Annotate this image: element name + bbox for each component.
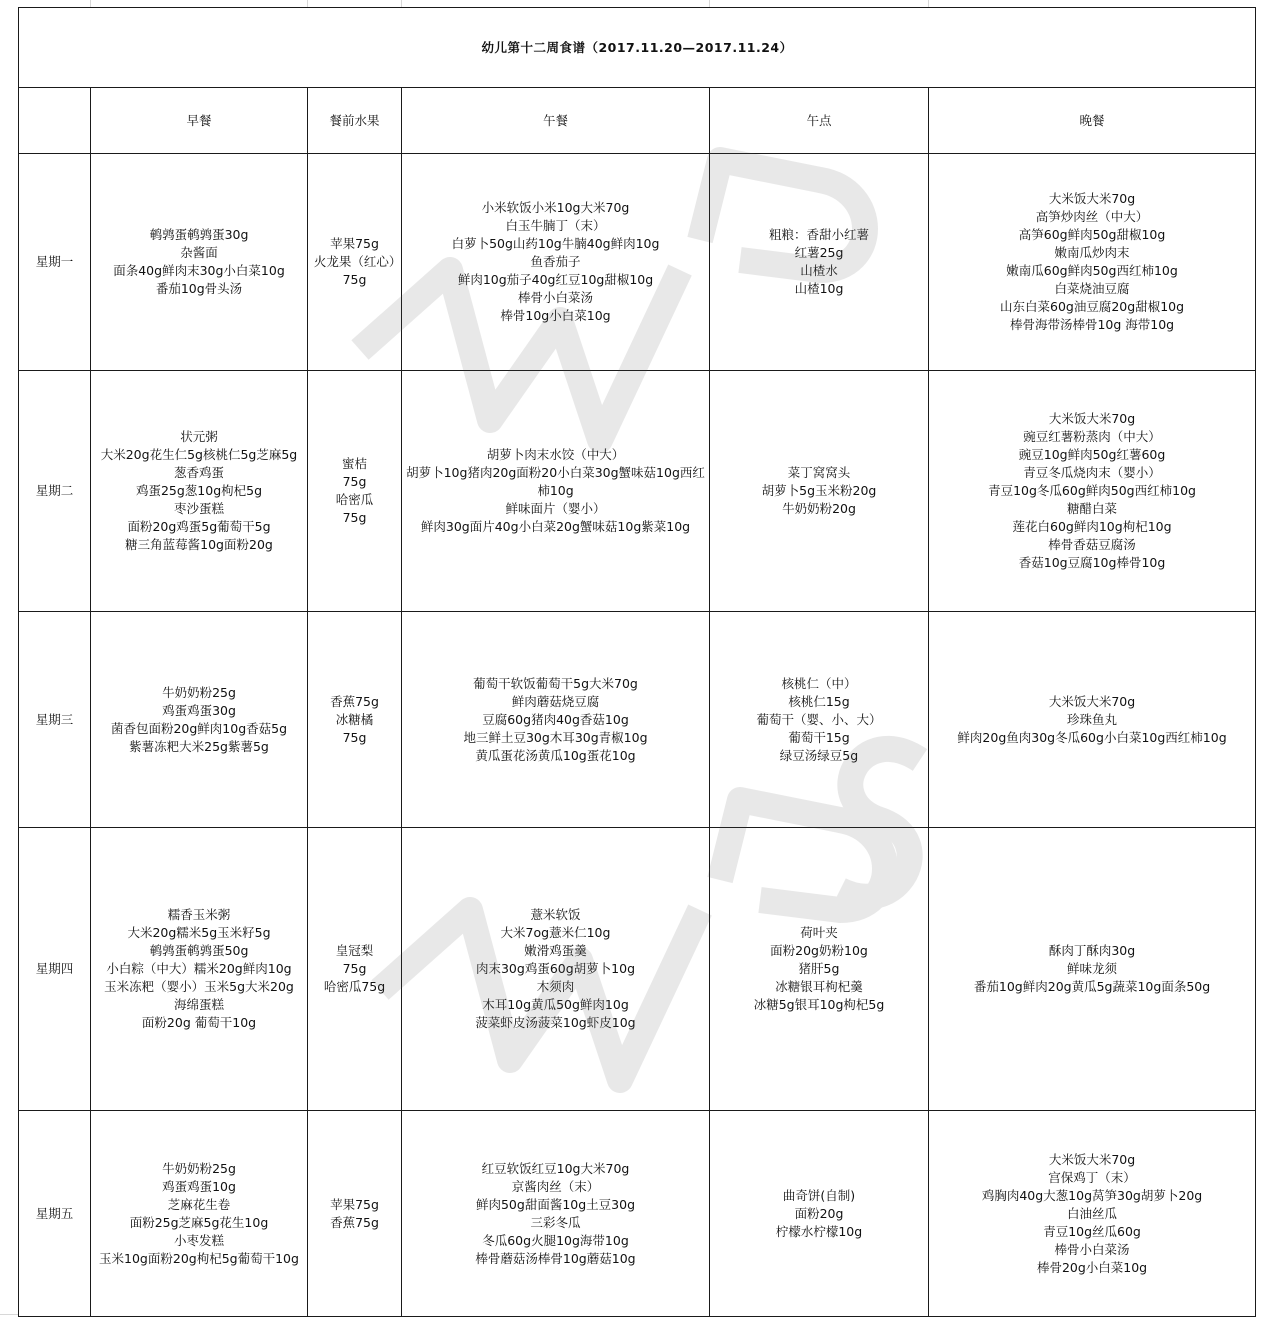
menu-line: 胡萝卜肉末水饺（中大） bbox=[486, 447, 625, 462]
breakfast-cell bbox=[91, 154, 308, 371]
menu-line: 面条40g鲜肉末30g小白菜10g bbox=[113, 263, 285, 278]
menu-line: 棒骨香菇豆腐汤 bbox=[1048, 537, 1136, 552]
menu-line: 豌豆10g鲜肉50g红薯60g bbox=[1018, 447, 1166, 462]
menu-line: 玉米冻粑（婴小）玉米5g大米20g bbox=[104, 979, 294, 994]
menu-line: 香蕉75g bbox=[330, 1214, 379, 1230]
menu-line: 京酱肉丝（末） bbox=[511, 1178, 600, 1194]
menu-line: 粗粮：香甜小红薯 bbox=[768, 227, 869, 242]
menu-line: 白菜烧油豆腐 bbox=[1054, 281, 1130, 296]
menu-line: 猪肝5g bbox=[798, 961, 840, 976]
menu-line: 糖醋白菜 bbox=[1067, 501, 1118, 516]
menu-title: 幼儿第十二周食谱（2017.11.20—2017.11.24） bbox=[19, 8, 1256, 88]
dinner-cell bbox=[929, 371, 1256, 612]
menu-line: 冰糖5g银耳10g枸杞5g bbox=[753, 997, 885, 1012]
menu-line: 三彩冬瓜 bbox=[530, 1214, 581, 1230]
menu-line: 山楂水 bbox=[800, 263, 838, 278]
lunch-cell bbox=[402, 828, 710, 1111]
menu-line: 小米软饭小米10g大米70g bbox=[481, 200, 630, 215]
menu-line: 鲜味龙须 bbox=[1067, 961, 1118, 976]
menu-line: 紫薯冻粑大米25g紫薯5g bbox=[129, 738, 269, 754]
menu-line: 鲜肉蘑菇烧豆腐 bbox=[511, 693, 600, 709]
menu-line: 糖三角蓝莓酱10g面粉20g bbox=[125, 537, 273, 552]
menu-line: 木耳10g黄瓜50g鲜肉10g bbox=[482, 997, 629, 1012]
dinner-cell bbox=[929, 828, 1256, 1111]
menu-line: 苹果75g bbox=[330, 236, 379, 251]
menu-line: 白油丝瓜 bbox=[1067, 1205, 1118, 1221]
menu-line: 鱼香茄子 bbox=[530, 254, 581, 269]
menu-line: 鲜味面片（婴小） bbox=[505, 501, 606, 516]
day-label: 星期二 bbox=[19, 371, 91, 612]
menu-line: 菜丁窝窝头 bbox=[787, 465, 851, 480]
menu-line: 鸡蛋鸡蛋10g bbox=[162, 1178, 236, 1194]
header-cell-fruit: 餐前水果 bbox=[308, 88, 402, 154]
fruit-cell bbox=[308, 612, 402, 828]
lunch-cell bbox=[402, 1111, 710, 1317]
menu-line: 青豆10g冬瓜60g鲜肉50g西红柿10g bbox=[988, 483, 1196, 498]
day-label: 星期一 bbox=[19, 154, 91, 371]
menu-line: 大米20g花生仁5g核桃仁5g芝麻5g bbox=[100, 447, 298, 462]
menu-line: 胡萝卜10g猪肉20g面粉20小白菜30g蟹味菇10g西红柿10g bbox=[406, 465, 705, 498]
menu-line: 曲奇饼(自制) bbox=[782, 1187, 856, 1203]
menu-line: 鸡胸肉40g大葱10g莴笋30g胡萝卜20g bbox=[981, 1187, 1203, 1203]
header-cell-lunch: 午餐 bbox=[402, 88, 710, 154]
menu-line: 大米饭大米70g bbox=[1048, 693, 1136, 709]
lunch-cell bbox=[402, 371, 710, 612]
menu-line: 大米饭大米70g bbox=[1048, 1151, 1136, 1167]
snack-cell bbox=[710, 154, 929, 371]
menu-line: 棒骨海带汤棒骨10g 海带10g bbox=[1009, 317, 1175, 332]
fruit-cell bbox=[308, 1111, 402, 1317]
menu-line: 鲜肉50g甜面酱10g土豆30g bbox=[475, 1196, 636, 1212]
menu-line: 肉末30g鸡蛋60g胡萝卜10g bbox=[475, 961, 636, 976]
header-row bbox=[19, 88, 1256, 154]
header-cell-snack: 午点 bbox=[710, 88, 929, 154]
menu-line: 白萝卜50g山药10g牛腩40g鲜肉10g bbox=[451, 236, 660, 251]
menu-line: 面粉20g bbox=[794, 1205, 844, 1221]
snack-cell bbox=[710, 371, 929, 612]
menu-line: 木须肉 bbox=[536, 979, 575, 994]
menu-line: 鲜肉30g面片40g小白菜20g蟹味菇10g紫菜10g bbox=[420, 519, 691, 534]
menu-line: 火龙果（红心）75g bbox=[313, 254, 396, 287]
menu-line: 棒骨小白菜汤 bbox=[1054, 1241, 1130, 1257]
menu-line: 冬瓜60g火腿10g海带10g bbox=[482, 1232, 629, 1248]
menu-line: 鸡蛋25g葱10g枸杞5g bbox=[135, 483, 263, 498]
fruit-cell bbox=[308, 154, 402, 371]
table-row bbox=[19, 154, 1256, 371]
snack-cell bbox=[710, 1111, 929, 1317]
menu-line: 杂酱面 bbox=[180, 245, 218, 260]
menu-line: 棒骨蘑菇汤棒骨10g蘑菇10g bbox=[475, 1250, 636, 1266]
menu-line: 哈密瓜75g bbox=[323, 979, 386, 994]
menu-line: 牛奶奶粉25g bbox=[162, 684, 236, 700]
menu-line: 大米饭大米70g bbox=[1048, 411, 1136, 426]
menu-line: 鲜肉10g茄子40g红豆10g甜椒10g bbox=[457, 272, 654, 287]
menu-line: 75g bbox=[342, 729, 367, 745]
menu-line: 高笋60g鲜肉50g甜椒10g bbox=[1018, 227, 1166, 242]
table-row bbox=[19, 612, 1256, 828]
menu-line: 葡萄干（婴、小、大） bbox=[756, 711, 882, 727]
menu-line: 地三鲜土豆30g木耳30g青椒10g bbox=[463, 729, 648, 745]
menu-line: 面粉25g芝麻5g花生10g bbox=[129, 1214, 269, 1230]
menu-line: 山东白菜60g油豆腐20g甜椒10g bbox=[1000, 299, 1185, 314]
menu-line: 冰糖橘 bbox=[335, 711, 374, 727]
header-cell-corner bbox=[19, 88, 91, 154]
menu-line: 糯香玉米粥 bbox=[167, 907, 231, 922]
header-cell-breakfast: 早餐 bbox=[91, 88, 308, 154]
menu-line: 胡萝卜5g玉米粉20g bbox=[761, 483, 877, 498]
menu-line: 葡萄干15g bbox=[788, 729, 850, 745]
dinner-cell bbox=[929, 154, 1256, 371]
title-row bbox=[19, 8, 1256, 88]
menu-line: 菠菜虾皮汤菠菜10g虾皮10g bbox=[475, 1015, 636, 1030]
menu-line: 莲花白60g鲜肉10g枸杞10g bbox=[1012, 519, 1172, 534]
menu-line: 鹌鹑蛋鹌鹑蛋30g bbox=[149, 227, 249, 242]
lunch-cell bbox=[402, 154, 710, 371]
menu-line: 红豆软饭红豆10g大米70g bbox=[481, 1160, 630, 1176]
menu-line: 状元粥 bbox=[180, 429, 218, 444]
menu-line: 山楂10g bbox=[794, 281, 844, 296]
menu-line: 豌豆红薯粉蒸肉（中大） bbox=[1023, 429, 1161, 444]
menu-line: 嫩南瓜炒肉末 bbox=[1054, 245, 1130, 260]
menu-line: 绿豆汤绿豆5g bbox=[779, 747, 859, 763]
menu-line: 葱香鸡蛋 bbox=[173, 465, 224, 480]
day-label: 星期五 bbox=[19, 1111, 91, 1317]
table-row bbox=[19, 828, 1256, 1111]
lunch-cell bbox=[402, 612, 710, 828]
menu-line: 棒骨10g小白菜10g bbox=[500, 308, 611, 323]
menu-line: 菌香包面粉20g鲜肉10g香菇5g bbox=[110, 720, 288, 736]
menu-line: 薏米软饭 bbox=[530, 907, 581, 922]
menu-line: 荷叶夹 bbox=[800, 925, 838, 940]
menu-line: 柠檬水柠檬10g bbox=[775, 1223, 863, 1239]
breakfast-cell bbox=[91, 828, 308, 1111]
menu-line: 75g bbox=[342, 474, 367, 489]
menu-line: 棒骨20g小白菜10g bbox=[1036, 1259, 1148, 1275]
menu-line: 嫩滑鸡蛋羹 bbox=[524, 943, 587, 958]
snack-cell bbox=[710, 828, 929, 1111]
menu-line: 番茄10g骨头汤 bbox=[155, 281, 243, 296]
breakfast-cell bbox=[91, 371, 308, 612]
table-row bbox=[19, 371, 1256, 612]
breakfast-cell bbox=[91, 1111, 308, 1317]
menu-line: 大米饭大米70g bbox=[1048, 191, 1136, 206]
menu-line: 大米20g糯米5g玉米籽5g bbox=[127, 925, 271, 940]
day-label: 星期三 bbox=[19, 612, 91, 828]
menu-line: 牛奶奶粉20g bbox=[782, 501, 856, 516]
menu-line: 哈密瓜 bbox=[335, 492, 374, 507]
menu-line: 番茄10g鲜肉20g黄瓜5g蔬菜10g面条50g bbox=[973, 979, 1211, 994]
menu-line: 黄瓜蛋花汤黄瓜10g蛋花10g bbox=[475, 747, 636, 763]
table-row bbox=[19, 1111, 1256, 1317]
menu-line: 冰糖银耳枸杞羹 bbox=[775, 979, 863, 994]
menu-line: 白玉牛腩丁（末） bbox=[505, 218, 606, 233]
menu-line: 香菇10g豆腐10g棒骨10g bbox=[1018, 555, 1166, 570]
menu-line: 面粉20g奶粉10g bbox=[770, 943, 868, 958]
breakfast-cell bbox=[91, 612, 308, 828]
menu-line: 珍珠鱼丸 bbox=[1067, 711, 1118, 727]
menu-line: 牛奶奶粉25g bbox=[162, 1160, 236, 1176]
menu-line: 红薯25g bbox=[794, 245, 844, 260]
menu-line: 海绵蛋糕 bbox=[173, 997, 224, 1012]
menu-line: 宫保鸡丁（末） bbox=[1048, 1169, 1136, 1185]
menu-line: 玉米10g面粉20g枸杞5g葡萄干10g bbox=[99, 1250, 299, 1266]
menu-line: 棒骨小白菜汤 bbox=[517, 290, 593, 305]
snack-cell bbox=[710, 612, 929, 828]
menu-line: 蜜桔 bbox=[341, 456, 367, 471]
fruit-cell bbox=[308, 828, 402, 1111]
menu-line: 鸡蛋鸡蛋30g bbox=[162, 702, 236, 718]
header-cell-dinner: 晚餐 bbox=[929, 88, 1256, 154]
menu-line: 75g bbox=[342, 510, 367, 525]
menu-line: 酥肉丁酥肉30g bbox=[1048, 943, 1136, 958]
menu-line: 嫩南瓜60g鲜肉50g西红柿10g bbox=[1006, 263, 1178, 278]
menu-line: 75g bbox=[342, 961, 367, 976]
menu-line: 核桃仁（中） bbox=[781, 675, 857, 691]
menu-line: 豆腐60g猪肉40g香菇10g bbox=[482, 711, 629, 727]
menu-line: 小白粽（中大）糯米20g鲜肉10g bbox=[106, 961, 292, 976]
menu-line: 葡萄干软饭葡萄干5g大米70g bbox=[473, 675, 638, 691]
menu-line: 香蕉75g bbox=[330, 693, 379, 709]
menu-line: 鲜肉20g鱼肉30g冬瓜60g小白菜10g西红柿10g bbox=[957, 729, 1227, 745]
menu-line: 面粉20g 葡萄干10g bbox=[141, 1015, 257, 1030]
menu-line: 青豆10g丝瓜60g bbox=[1043, 1223, 1141, 1239]
day-label: 星期四 bbox=[19, 828, 91, 1111]
grid-line bbox=[0, 1314, 18, 1315]
menu-line: 高笋炒肉丝（中大） bbox=[1035, 209, 1149, 224]
weekly-menu-table bbox=[18, 7, 1256, 1317]
menu-line: 小枣发糕 bbox=[173, 1232, 224, 1248]
menu-line: 核桃仁15g bbox=[788, 693, 850, 709]
menu-line: 青豆冬瓜烧肉末（婴小） bbox=[1023, 465, 1161, 480]
fruit-cell bbox=[308, 371, 402, 612]
dinner-cell bbox=[929, 1111, 1256, 1317]
menu-line: 大米7og薏米仁10g bbox=[500, 925, 611, 940]
menu-line: 皇冠梨 bbox=[335, 943, 374, 958]
menu-line: 枣沙蛋糕 bbox=[173, 501, 224, 516]
menu-line: 面粉20g鸡蛋5g葡萄干5g bbox=[127, 519, 271, 534]
menu-line: 鹌鹑蛋鹌鹑蛋50g bbox=[149, 943, 249, 958]
menu-line: 芝麻花生卷 bbox=[167, 1196, 231, 1212]
menu-line: 苹果75g bbox=[330, 1196, 379, 1212]
dinner-cell bbox=[929, 612, 1256, 828]
